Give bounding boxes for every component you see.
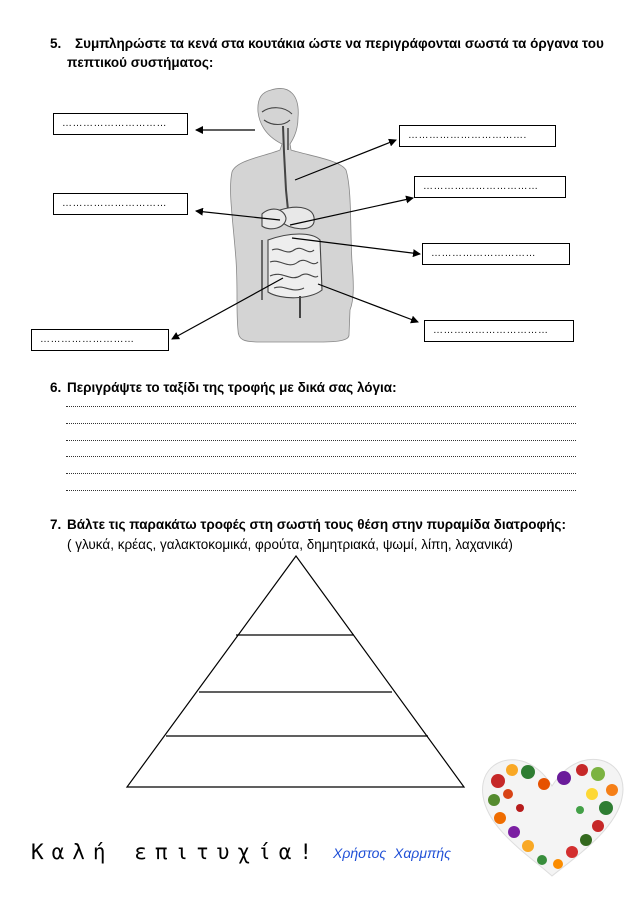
answer-line[interactable] — [66, 406, 576, 408]
answer-box-esophagus[interactable]: ……………………………. — [399, 125, 556, 147]
answer-line[interactable] — [66, 423, 576, 425]
answer-line[interactable] — [66, 456, 576, 458]
good-luck-text: Καλή επιτυχία! — [31, 840, 321, 864]
q7-foods-list: ( γλυκά, κρέας, γαλακτοκομικά, φρούτα, δημητριακά, ψωμί, λίπη, λαχανικά) — [67, 537, 513, 552]
q6-text: Περιγράψτε το ταξίδι της τροφής με δικά σας λόγια: — [67, 380, 397, 395]
answer-line[interactable] — [66, 473, 576, 475]
answer-box-stomach[interactable]: …………………………… — [414, 176, 566, 198]
answer-box-large-intestine[interactable]: ……………………… — [31, 329, 169, 351]
q6-number: 6. — [50, 380, 62, 395]
q7-number: 7. — [50, 517, 62, 532]
answer-line[interactable] — [66, 490, 576, 492]
answer-box-mouth[interactable]: ………………………… — [53, 113, 188, 135]
answer-box-pancreas[interactable]: ………………………… — [422, 243, 570, 265]
q5-text-line2: πεπτικού συστήματος: — [67, 55, 214, 70]
answer-line[interactable] — [66, 440, 576, 442]
q7-text: Βάλτε τις παρακάτω τροφές στη σωστή τους θέση στην πυραμίδα διατροφής: — [67, 517, 566, 532]
answer-box-liver[interactable]: ………………………… — [53, 193, 188, 215]
food-pyramid — [127, 556, 464, 787]
author-name: Χρήστος Χαρμπής — [333, 845, 451, 861]
answer-box-small-intestine[interactable]: …………………………… — [424, 320, 574, 342]
q5-number: 5. — [50, 36, 62, 51]
fruit-heart-image — [483, 759, 623, 876]
q5-text-line1: Συμπληρώστε τα κενά στα κουτάκια ώστε να περιγράφονται σωστά τα όργανα του — [75, 36, 604, 51]
